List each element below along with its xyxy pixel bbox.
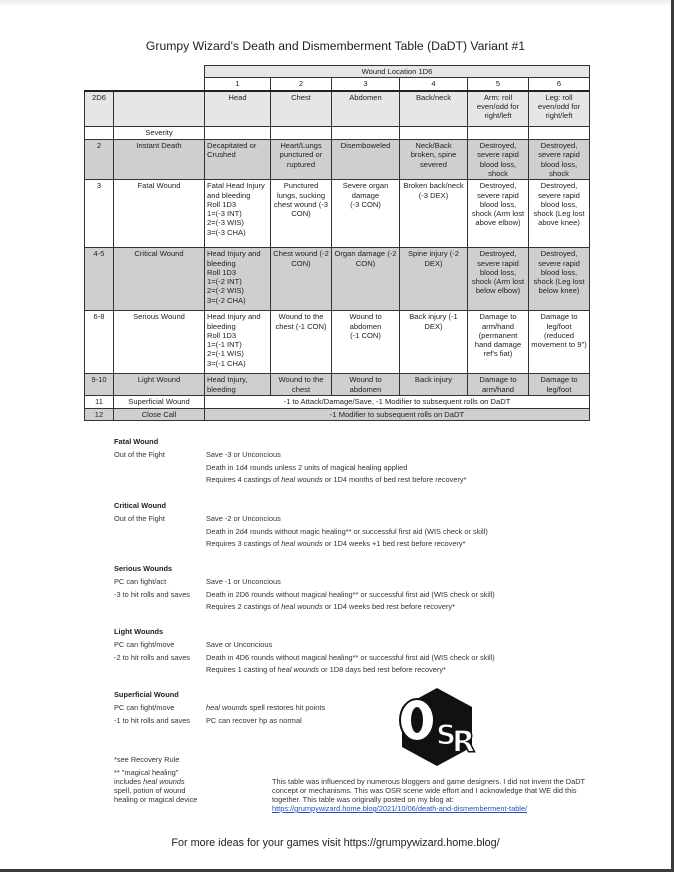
location-number: 5	[468, 78, 529, 91]
footnote-recovery: *see Recovery Rule	[114, 755, 180, 764]
cell: Damage to leg/foot	[529, 374, 590, 396]
cell: Severe organ damage (-3 CON)	[332, 180, 400, 248]
note-heading: Superficial Wound	[114, 690, 179, 699]
table-row	[85, 396, 590, 408]
cell: Wound to abdomen (-1 CON)	[332, 311, 400, 374]
cell: Wound to abdomen	[332, 374, 400, 396]
location-number: 2	[271, 78, 332, 91]
svg-text:S: S	[436, 718, 457, 751]
note-heading: Critical Wound	[114, 501, 167, 510]
roll-value: 6-8	[85, 311, 114, 374]
location-name: Chest	[271, 91, 332, 127]
table-row	[85, 140, 590, 180]
empty-header	[114, 91, 205, 127]
location-name: Head	[205, 91, 271, 127]
cell: Wound to the chest (-1 CON)	[271, 311, 332, 374]
cell: Organ damage (-2 CON)	[332, 248, 400, 311]
span-cell: -1 to Attack/Damage/Save, -1 Modifier to subsequent rolls on DaDT	[205, 396, 590, 408]
location-name: Leg: roll even/odd for right/left	[529, 91, 590, 127]
note-right: Requires 4 castings of heal wounds or 1D4 months of bed rest before recovery*	[206, 475, 467, 485]
severity-value: Light Wound	[114, 374, 205, 396]
cell: Decapitated or Crushed	[205, 140, 271, 180]
cell: Broken back/neck (-3 DEX)	[400, 180, 468, 248]
location-name: Abdomen	[332, 91, 400, 127]
table-row	[85, 408, 590, 420]
note-right: Requires 2 castings of heal wounds or 1D4 weeks bed rest before recovery*	[206, 602, 455, 612]
cell: Destroyed, severe rapid blood loss, shock (Arm lost below elbow)	[468, 248, 529, 311]
note-left: PC can fight/act	[114, 577, 167, 586]
cell: Back injury	[400, 374, 468, 396]
note-left: -2 to hit rolls and saves	[114, 652, 190, 662]
note-right: Death in 1d4 rounds unless 2 units of magical healing applied	[206, 462, 408, 472]
note-right: Requires 1 casting of heal wounds or 1D8 days bed rest before recovery*	[206, 665, 446, 675]
cell: Fatal Head Injury and bleeding Roll 1D3 1=(-3 INT) 2=(-3 WIS) 3=(-3 CHA)	[205, 180, 271, 248]
roll-value: 3	[85, 180, 114, 248]
severity-value: Instant Death	[114, 140, 205, 180]
note-block-fatal	[114, 436, 574, 487]
page-shadow	[0, 0, 671, 6]
svg-text:R: R	[452, 725, 476, 760]
cell: Wound to the chest	[271, 374, 332, 396]
cell: Punctured lungs, sucking chest wound (-3 CON)	[271, 180, 332, 248]
note-right: Save or Unconcious	[206, 640, 273, 649]
cell: Destroyed, severe rapid blood loss, shock (Leg lost below knee)	[529, 248, 590, 311]
note-right: Death in 2d4 rounds without magic healing** or successful first aid (WIS check or skill)	[206, 526, 488, 536]
cell: Disemboweled	[332, 140, 400, 180]
table-row	[85, 311, 590, 374]
cell: Destroyed, severe rapid blood loss, shock (Arm lost above elbow)	[468, 180, 529, 248]
note-block-critical	[114, 500, 574, 551]
cell: Destroyed, severe rapid blood loss, shock (Leg lost above knee)	[529, 180, 590, 248]
roll-value: 11	[85, 396, 114, 408]
table-row	[85, 248, 590, 311]
roll-value: 2	[85, 140, 114, 180]
cell: Destroyed, severe rapid blood loss, shock	[468, 140, 529, 180]
cell: Destroyed, severe rapid blood loss, shock	[529, 140, 590, 180]
note-heading: Light Wounds	[114, 627, 164, 636]
table-row	[85, 374, 590, 396]
note-block-light	[114, 626, 574, 677]
footnote-magical-healing: ** "magical healing" includes heal wounds spell, potion of wound healing or magical device	[114, 768, 198, 804]
osr-logo-icon	[396, 686, 478, 768]
location-number: 3	[332, 78, 400, 91]
roll-header: 2D6	[85, 91, 114, 127]
note-heading: Fatal Wound	[114, 437, 159, 446]
severity-value: Close Call	[114, 408, 205, 420]
severity-value: Critical Wound	[114, 248, 205, 311]
cell: Damage to leg/foot (reduced movement to 9")	[529, 311, 590, 374]
location-name: Arm: roll even/odd for right/left	[468, 91, 529, 127]
table-row	[85, 180, 590, 248]
note-left: -3 to hit rolls and saves	[114, 589, 190, 599]
note-right: Save -2 or Unconcious	[206, 514, 281, 523]
note-right: Death in 4D6 rounds without magical healing** or successful first aid (WIS check or skill)	[206, 652, 495, 662]
cell: Head Injury, bleeding	[205, 374, 271, 396]
note-left: PC can fight/move	[114, 703, 175, 712]
location-number: 6	[529, 78, 590, 91]
cell: Head Injury and bleeding Roll 1D3 1=(-2 INT) 2=(-2 WIS) 3=(-2 CHA)	[205, 248, 271, 311]
note-block-serious	[114, 563, 574, 614]
credit-text: This table was influenced by numerous bloggers and game designers. I did not invent the DaDT concept or mechanisms. This was OSR scene wide effort and I acknowledge that WE did this together. This table was originally posted on my blog at: https://grumpywizard.home.blog/2021/10/06/death-and-dismemberment-table/	[272, 777, 585, 813]
location-name: Back/neck	[400, 91, 468, 127]
location-number: 1	[205, 78, 271, 91]
note-heading: Serious Wounds	[114, 564, 173, 573]
severity-value: Serious Wound	[114, 311, 205, 374]
note-right: Requires 3 castings of heal wounds or 1D4 weeks +1 bed rest before recovery*	[206, 539, 466, 549]
cell: Heart/Lungs punctured or ruptured	[271, 140, 332, 180]
cell: Chest wound (-2 CON)	[271, 248, 332, 311]
location-number: 4	[400, 78, 468, 91]
roll-value: 12	[85, 408, 114, 420]
dadt-table	[84, 65, 590, 421]
cell: Damage to arm/hand (permanent hand damage ref's fiat)	[468, 311, 529, 374]
severity-header: Severity	[114, 127, 205, 140]
note-right: Save -1 or Unconcious	[206, 577, 281, 586]
bottom-line: For more ideas for your games visit https://grumpywizard.home.blog/	[171, 837, 500, 849]
cell: Neck/Back broken, spine severed	[400, 140, 468, 180]
note-right: Save -3 or Unconcious	[206, 450, 281, 459]
note-right: PC can recover hp as normal	[206, 715, 302, 725]
note-block-superficial	[114, 689, 574, 727]
note-left: -1 to hit rolls and saves	[114, 715, 190, 725]
blog-post-link[interactable]: https://grumpywizard.home.blog/2021/10/06/death-and-dismemberment-table/	[272, 804, 528, 813]
roll-value: 4-5	[85, 248, 114, 311]
roll-value: 9-10	[85, 374, 114, 396]
severity-value: Fatal Wound	[114, 180, 205, 248]
page-title: Grumpy Wizard's Death and Dismemberment Table (DaDT) Variant #1	[145, 39, 526, 53]
wound-location-header: Wound Location 1D6	[205, 66, 590, 78]
note-right: heal wounds spell restores hit points	[206, 703, 326, 712]
note-left: Out of the Fight	[114, 450, 165, 459]
severity-value: Superficial Wound	[114, 396, 205, 408]
cell: Spine injury (-2 DEX)	[400, 248, 468, 311]
cell: Damage to arm/hand	[468, 374, 529, 396]
note-left: Out of the Fight	[114, 514, 165, 523]
cell: Back injury (-1 DEX)	[400, 311, 468, 374]
cell: Head Injury and bleeding Roll 1D3 1=(-1 INT) 2=(-1 WIS) 3=(-1 CHA)	[205, 311, 271, 374]
note-right: Death in 2D6 rounds without magical healing** or successful first aid (WIS check or skill)	[206, 589, 495, 599]
span-cell: -1 Modifier to subsequent rolls on DaDT	[205, 408, 590, 420]
note-left: PC can fight/move	[114, 640, 175, 649]
